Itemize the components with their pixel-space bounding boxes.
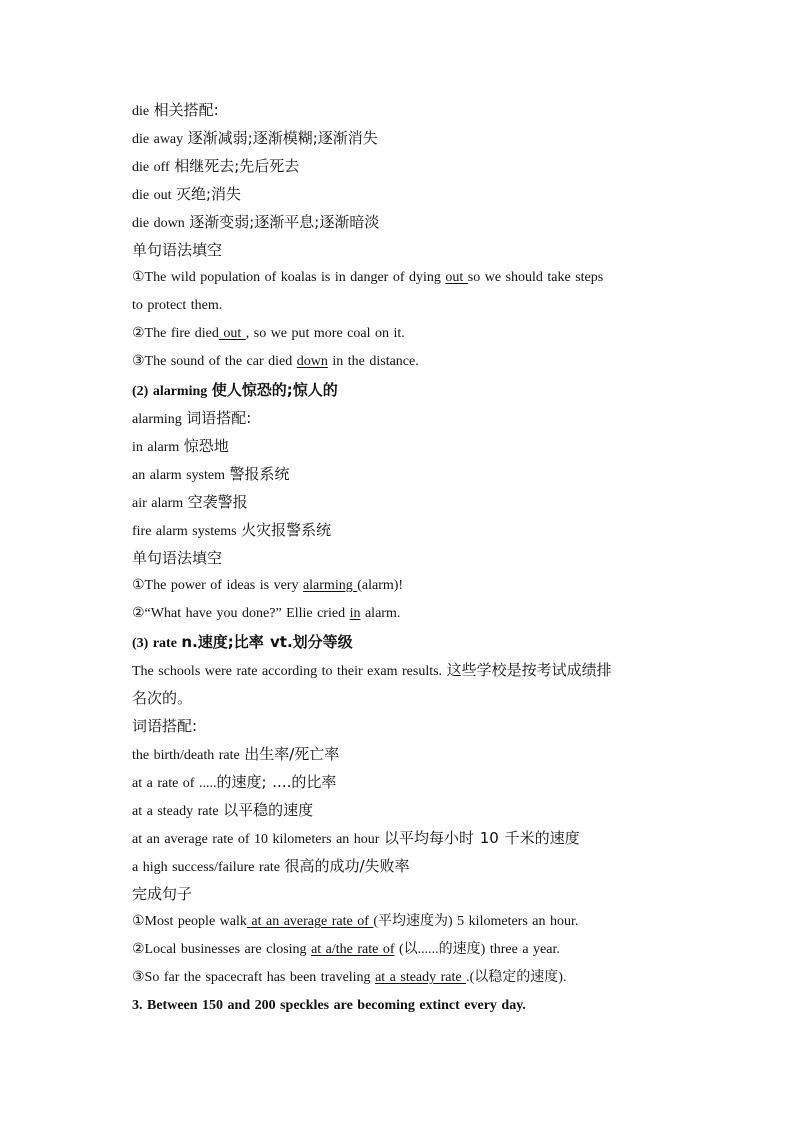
line-chinese: 很高的成功/失败率 xyxy=(284,857,410,875)
line-chinese: 逐渐变弱;逐渐平息;逐渐暗淡 xyxy=(189,213,380,231)
line-chinese: n.速度;比率 vt.划分等级 xyxy=(181,633,353,651)
answer-blank: at a steady rate xyxy=(375,970,467,985)
example-sentence xyxy=(132,656,692,684)
collocation-line xyxy=(132,824,692,852)
line-chinese: 单句语法填空 xyxy=(132,241,223,259)
line-text: die out xyxy=(132,188,176,203)
section-heading-fill-blank xyxy=(132,236,692,264)
line-chinese: 惊恐地 xyxy=(183,437,229,455)
line-text: air alarm xyxy=(132,496,188,511)
line-chinese: 使人惊恐的;惊人的 xyxy=(211,381,338,399)
line-text: fire alarm systems xyxy=(132,524,242,539)
line-chinese: 单句语法填空 xyxy=(132,549,223,567)
collocation-heading xyxy=(132,404,692,432)
line-text: die xyxy=(132,104,154,119)
line-chinese: 词语搭配: xyxy=(132,717,198,735)
exercise-line xyxy=(132,964,692,992)
line-text: die down xyxy=(132,216,190,231)
line-text: at an average rate of 10 kilometers an hour xyxy=(132,832,384,847)
line-text: an alarm system xyxy=(132,468,230,483)
line-die-down xyxy=(132,208,692,236)
line-chinese: 警报系统 xyxy=(229,465,290,483)
section-heading-complete-sentences xyxy=(132,880,692,908)
line-chinese: 完成句子 xyxy=(132,885,193,903)
answer-blank: down xyxy=(296,354,328,369)
answer-blank: at an average rate of xyxy=(246,914,374,929)
exercise-line xyxy=(132,264,692,292)
line-chinese: 的速度; ....的比率 xyxy=(216,773,337,791)
line-text: , so we put more coal on it. xyxy=(245,326,405,341)
line-chinese: 出生率/死亡率 xyxy=(244,745,340,763)
line-chinese: 词语搭配: xyxy=(186,409,252,427)
line-chinese: 名次的。 xyxy=(132,689,193,707)
exercise-line xyxy=(132,292,692,320)
line-text: 3. Between 150 and 200 speckles are becoming extinct every day. xyxy=(132,998,526,1013)
line-text: (alarm)! xyxy=(357,578,404,593)
answer-blank: in xyxy=(349,606,361,621)
line-text: alarm. xyxy=(360,606,401,621)
collocation-line xyxy=(132,852,692,880)
collocation-line xyxy=(132,488,692,516)
line-text: in the distance. xyxy=(327,354,419,369)
exercise-line xyxy=(132,908,692,936)
line-text: ①Most people walk xyxy=(132,914,247,929)
line-text: in alarm xyxy=(132,440,184,455)
line-text: ②The fire died xyxy=(132,326,219,341)
line-text: the birth/death rate xyxy=(132,748,245,763)
exercise-line xyxy=(132,572,692,600)
line-text: The schools were rate according to their exam results. xyxy=(132,664,447,679)
numbered-sentence-3 xyxy=(132,992,692,1020)
word-heading-rate xyxy=(132,628,692,656)
line-text: ②“What have you done?” Ellie cried xyxy=(132,606,350,621)
line-text: (3) rate xyxy=(132,636,182,651)
line-text: to protect them. xyxy=(132,298,223,313)
answer-blank: alarming xyxy=(302,578,358,593)
answer-blank: out xyxy=(218,326,246,341)
collocation-line xyxy=(132,432,692,460)
document-page xyxy=(132,96,692,1020)
line-chinese: 相继死去;先后死去 xyxy=(174,157,300,175)
answer-blank: out xyxy=(445,270,468,285)
answer-blank: at a/the rate of xyxy=(311,942,395,957)
line-die-heading xyxy=(132,96,692,124)
line-chinese: 灭绝;消失 xyxy=(176,185,242,203)
line-chinese: 以平稳的速度 xyxy=(223,801,314,819)
line-chinese: 这些学校是按考试成绩排 xyxy=(446,661,612,679)
line-text: at a rate of ..... xyxy=(132,776,217,791)
line-text: .(以稳定的速度). xyxy=(466,970,567,985)
collocation-heading xyxy=(132,712,692,740)
line-text: ①The wild population of koalas is in danger of dying xyxy=(132,270,446,285)
line-text: die away xyxy=(132,132,188,147)
line-text: ③The sound of the car died xyxy=(132,354,297,369)
line-text: (2) alarming xyxy=(132,384,212,399)
section-heading-fill-blank xyxy=(132,544,692,572)
example-sentence-cont xyxy=(132,684,692,712)
line-text: ③So far the spacecraft has been traveling xyxy=(132,970,376,985)
line-chinese: 相关搭配: xyxy=(153,101,219,119)
line-text: ①The power of ideas is very xyxy=(132,578,303,593)
line-text: alarming xyxy=(132,412,187,427)
exercise-line xyxy=(132,600,692,628)
line-text: a high success/failure rate xyxy=(132,860,285,875)
exercise-line xyxy=(132,348,692,376)
line-die-out xyxy=(132,180,692,208)
line-text: die off xyxy=(132,160,175,175)
exercise-line xyxy=(132,936,692,964)
line-text: ②Local businesses are closing xyxy=(132,942,312,957)
collocation-line xyxy=(132,796,692,824)
line-chinese: 逐渐减弱;逐渐模糊;逐渐消失 xyxy=(187,129,378,147)
word-heading-alarming xyxy=(132,376,692,404)
exercise-line xyxy=(132,320,692,348)
collocation-line xyxy=(132,740,692,768)
line-text: at a steady rate xyxy=(132,804,224,819)
collocation-line xyxy=(132,768,692,796)
collocation-line xyxy=(132,460,692,488)
line-die-away xyxy=(132,124,692,152)
line-text: (以......的速度) three a year. xyxy=(394,942,560,957)
line-chinese: 空袭警报 xyxy=(187,493,248,511)
line-text: (平均速度为) 5 kilometers an hour. xyxy=(373,914,579,929)
line-chinese: 以平均每小时 10 千米的速度 xyxy=(383,829,580,847)
line-chinese: 火灾报警系统 xyxy=(241,521,332,539)
collocation-line xyxy=(132,516,692,544)
line-die-off xyxy=(132,152,692,180)
line-text: so we should take steps xyxy=(467,270,604,285)
